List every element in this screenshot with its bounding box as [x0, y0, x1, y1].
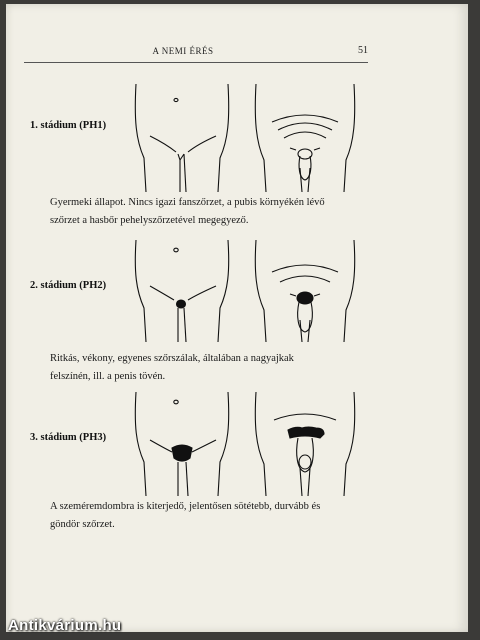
- stage-3-caption-line-2: göndör szőrzet.: [50, 519, 115, 530]
- stage-1-label: 1. stádium (PH1): [30, 120, 107, 131]
- book-page: [6, 4, 468, 632]
- stage-2-caption: [50, 350, 362, 386]
- stage-3-male-illustration: [250, 388, 360, 496]
- stage-3-caption-line-1: A szeméremdombra is kiterjedő, jelentősen sötétebb, durvább és: [50, 501, 321, 512]
- stage-1-female-illustration: [128, 80, 236, 192]
- stage-3-female-illustration: [128, 388, 236, 496]
- stage-3-label: 3. stádium (PH3): [30, 432, 107, 443]
- stage-1-caption-line-2: szőrzet a hasbőr pehelyszőrzetével megegyező.: [50, 215, 249, 226]
- stage-2-caption-line-2: felszínén, ill. a penis tövén.: [50, 371, 166, 382]
- running-header: [24, 44, 368, 63]
- stage-1-caption: [50, 194, 362, 230]
- stage-1-male-illustration: [250, 80, 360, 192]
- page-number: 51: [358, 45, 368, 56]
- stage-2-caption-line-1: Ritkás, vékony, egyenes szőrszálak, általában a nagyajkak: [50, 353, 294, 364]
- stage-2-male-illustration: [250, 236, 360, 342]
- stage-2-female-illustration: [128, 236, 236, 342]
- stage-1-caption-line-1: Gyermeki állapot. Nincs igazi fanszőrzet, a pubis környékén lévő: [50, 197, 325, 208]
- stage-3-caption: [50, 498, 362, 534]
- stage-2-label: 2. stádium (PH2): [30, 280, 107, 291]
- header-title: A NEMI ÉRÉS: [152, 46, 214, 56]
- watermark-logo: Antikvárium.hu: [8, 617, 122, 634]
